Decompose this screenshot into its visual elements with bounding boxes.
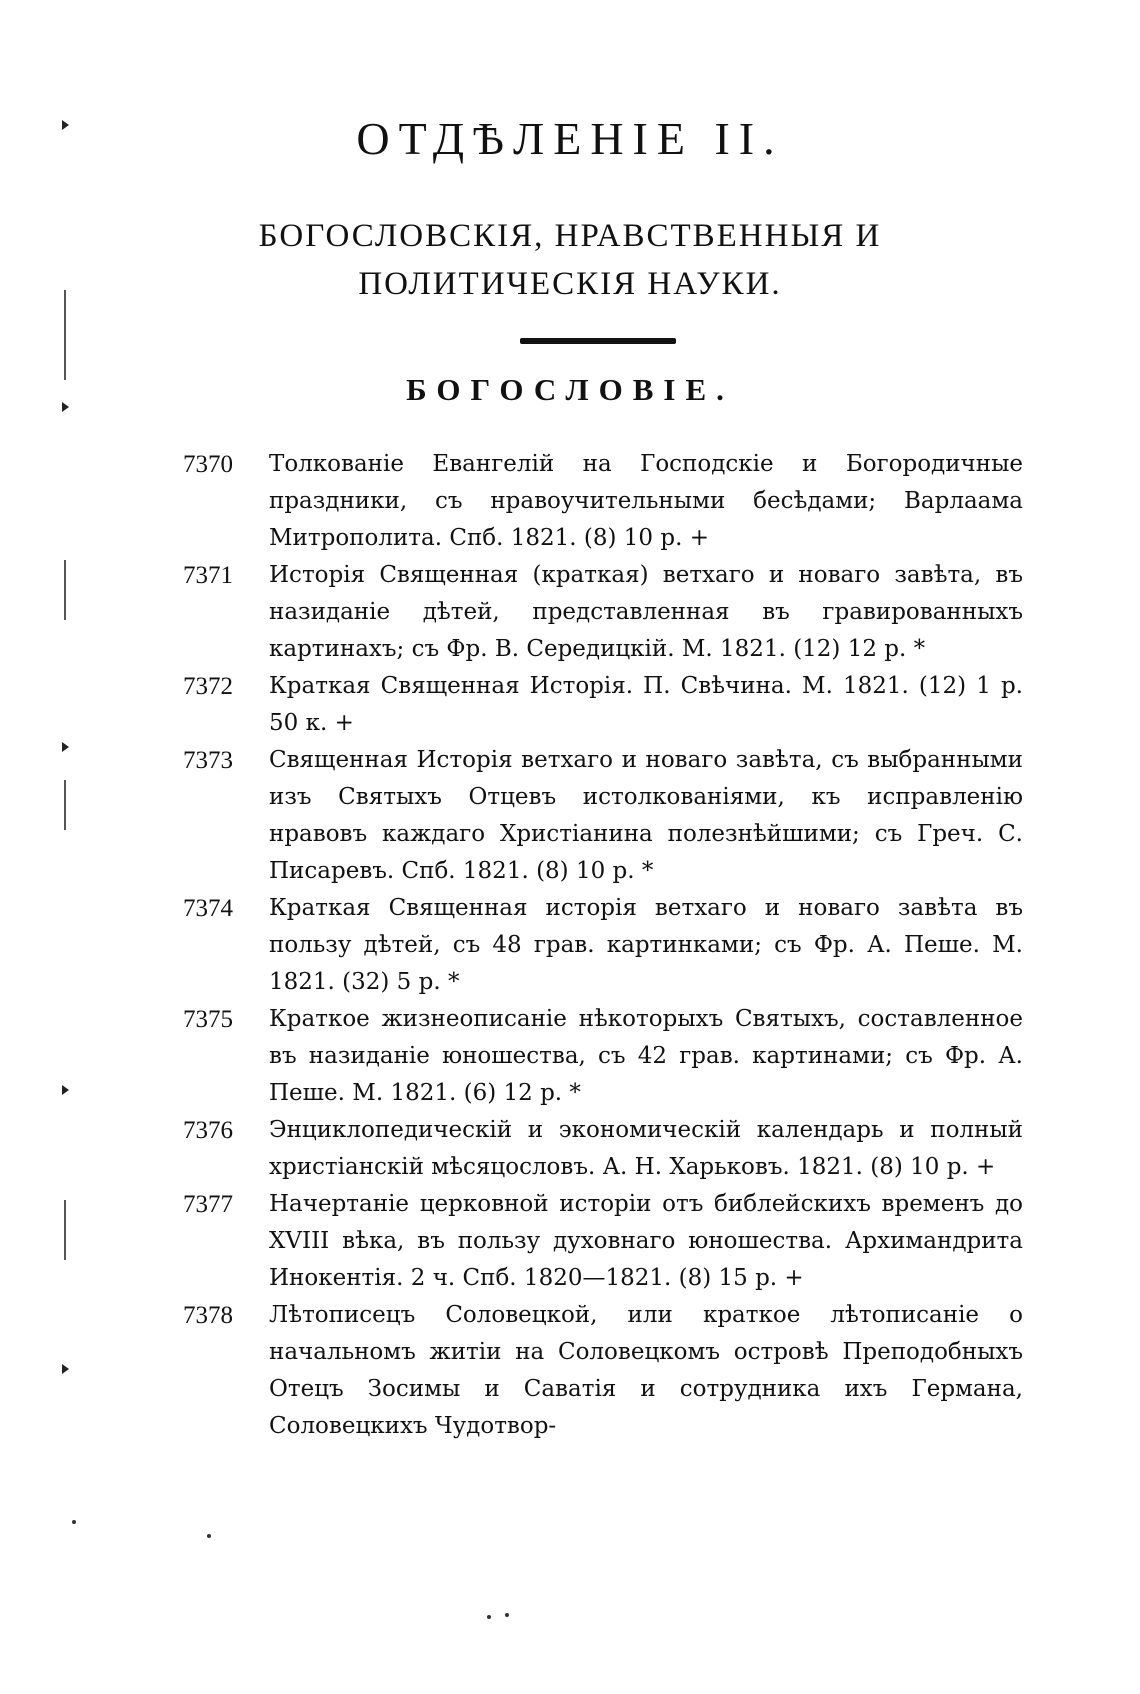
entry-number: 7370 xyxy=(183,451,233,478)
subject-title-text: БОГОСЛОВСКІЯ, НРАВСТВЕННЫЯ И ПОЛИТИЧЕСКІЯ НАУКИ. xyxy=(258,218,882,302)
catalog-entries xyxy=(183,446,1023,1445)
catalog-entry xyxy=(183,890,1023,1001)
entry-text: Энциклопедическій и экономическій календарь и полный христіанскій мѣсяцословъ. А. Н. Харьковъ. 1821. (8) 10 р. + xyxy=(269,1117,1023,1180)
entry-number: 7377 xyxy=(183,1191,233,1218)
entry-number: 7376 xyxy=(183,1117,233,1144)
entry-text: Краткое жизнеописаніе нѣкоторыхъ Святыхъ, составленное въ назиданіе юношества, съ 42 грав. картинами; съ Фр. А. Пеше. М. 1821. (6) 12 р. * xyxy=(269,1006,1023,1106)
entry-text: Краткая Священная Исторія. П. Свѣчина. М. 1821. (12) 1 р. 50 к. + xyxy=(269,673,1023,736)
scan-speck xyxy=(207,1534,211,1538)
binding-line xyxy=(64,560,66,620)
catalog-entry xyxy=(183,1186,1023,1297)
entry-number: 7375 xyxy=(183,1006,233,1033)
topic-title: БОГОСЛОВІЕ. xyxy=(406,372,734,407)
section-title: ОТДѢЛЕНІЕ II. xyxy=(356,113,784,164)
entry-text: Исторія Священная (краткая) ветхаго и новаго завѣта, въ назиданіе дѣтей, представленная въ гравированныхъ картинахъ; съ Фр. В. Середицкій. М. 1821. (12) 12 р. * xyxy=(269,562,1023,662)
scan-speck xyxy=(505,1613,509,1617)
entry-text: Толкованіе Евангелій на Господскіе и Богородичные праздники, съ нравоучительными бесѣдами; Варлаама Митрополита. Спб. 1821. (8) 10 р. + xyxy=(269,451,1023,551)
binding-mark xyxy=(62,1085,69,1095)
entry-text: Священная Исторія ветхаго и новаго завѣта, съ выбранными изъ Святыхъ Отцевъ истолкованіями, къ исправленію нравовъ каждаго Христіанина полезнѣйшими; съ Греч. С. Писаревъ. Спб. 1821. (8) 10 р. * xyxy=(269,747,1023,884)
binding-line xyxy=(64,780,66,830)
binding-mark xyxy=(62,742,69,752)
binding-line xyxy=(64,290,66,380)
entry-number: 7372 xyxy=(183,673,233,700)
catalog-entry xyxy=(183,446,1023,557)
entry-number: 7373 xyxy=(183,747,233,774)
catalog-entry xyxy=(183,1112,1023,1186)
catalog-entry xyxy=(183,1001,1023,1112)
subject-title xyxy=(0,212,1140,308)
scan-speck xyxy=(72,1520,76,1524)
entry-number: 7374 xyxy=(183,895,233,922)
binding-mark xyxy=(62,120,69,130)
catalog-entry xyxy=(183,742,1023,890)
entry-text: Начертаніе церковной исторіи отъ библейскихъ временъ до XVIII вѣка, въ пользу духовнаго юношества. Архимандрита Инокентія. 2 ч. Спб. 1820—1821. (8) 15 р. + xyxy=(269,1191,1023,1291)
entry-text: Лѣтописецъ Соловецкой, или краткое лѣтописаніе о начальномъ житіи на Соловецкомъ островѣ Преподобныхъ Отецъ Зосимы и Саватія и сотрудника ихъ Германа, Соловецкихъ Чудотвор- xyxy=(269,1302,1023,1439)
binding-mark xyxy=(62,402,69,412)
catalog-entry xyxy=(183,1297,1023,1445)
binding-line xyxy=(64,1200,66,1260)
binding-mark xyxy=(62,1364,69,1374)
entry-text: Краткая Священная исторія ветхаго и новаго завѣта въ пользу дѣтей, съ 48 грав. картинками; съ Фр. А. Пеше. М. 1821. (32) 5 р. * xyxy=(269,895,1023,995)
scan-speck xyxy=(487,1615,491,1619)
catalog-entry xyxy=(183,668,1023,742)
title-divider xyxy=(520,338,676,344)
catalog-entry xyxy=(183,557,1023,668)
entry-number: 7371 xyxy=(183,562,233,589)
entry-number: 7378 xyxy=(183,1302,233,1329)
